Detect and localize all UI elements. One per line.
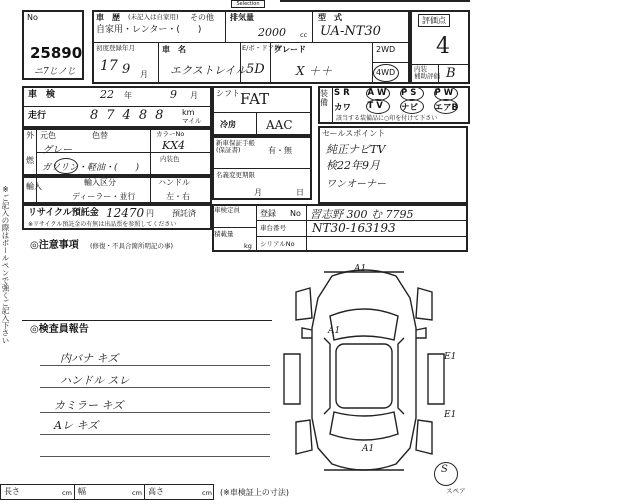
recycle-note: ※リサイクル預託金の有無は出品票を参照してください (28, 221, 177, 228)
equip-pw: P W (434, 88, 454, 98)
interior-label: 内装 補助評価 (414, 65, 440, 80)
equip-tv: T V (367, 101, 383, 111)
equipment-note: 該当する装備品に○印を付けて下さい (336, 115, 438, 122)
vehicle-type-other: その他 (190, 13, 214, 22)
mileage-label: 走行 (28, 111, 47, 121)
frame-label: 車台番号 (260, 224, 286, 232)
first-reg-month-unit: 月 (140, 70, 148, 79)
vehicle-type-label: 車 歴 (96, 13, 120, 22)
equip-ps: P S (401, 88, 417, 98)
grade-score-label: 評価点 (418, 14, 450, 27)
inspector-title: ◎検査員報告 (30, 324, 89, 335)
sales-line-1: 純正ナビTV (326, 143, 386, 156)
drive-2wd: 2WD (376, 45, 396, 54)
first-reg-year: 17 (100, 58, 118, 74)
footer-length: 長さ (4, 487, 20, 496)
grade-value: X ＋＋ (296, 64, 333, 78)
interior-value: B (446, 66, 456, 81)
notes-title: ◎注意事項 (30, 240, 79, 251)
footer-length-unit: cm (62, 489, 72, 497)
recycle-value: 12470 (106, 206, 145, 220)
footer-bar (0, 484, 214, 500)
equip-airbag-circle (434, 99, 458, 114)
recycle-unit: 円 (146, 209, 154, 218)
weight-unit: kg (244, 242, 252, 250)
mark-top: A1 (354, 264, 367, 274)
handle-label: ハンドル (158, 178, 190, 187)
equip-airbag: エアB (434, 103, 458, 113)
mileage-unit: km (182, 108, 195, 117)
displacement-value: 2000 (258, 26, 286, 39)
color-label: 元色 (40, 131, 56, 140)
name-change-month: 月 (254, 188, 262, 197)
equip-leather: カワ (334, 103, 352, 113)
model-label: 型 式 (318, 13, 342, 22)
footer-note: (※車検証上の寸法) (220, 488, 289, 497)
recycle-status: 預託済 (172, 209, 196, 218)
equip-sr: S R (334, 88, 350, 98)
inspection-month-unit: 月 (190, 91, 198, 100)
registration-plate: 習志野 300 む 7795 (310, 208, 414, 221)
import-type-label: 輸入区分 (84, 178, 116, 187)
mark-side-2: E1 (444, 410, 457, 420)
registration-no-label: No (290, 209, 301, 218)
equipment-label: 装備 (320, 89, 328, 107)
lot-box (22, 10, 84, 80)
car-name-value: エクストレイル (170, 64, 247, 77)
color-num: KX4 (162, 139, 186, 152)
header-logo: Selection (231, 0, 265, 8)
inspection-year-unit: 年 (124, 91, 132, 100)
fuel-circle (54, 158, 78, 174)
first-reg-month: 9 (122, 62, 131, 77)
grade-label: グレード (274, 45, 306, 54)
ac-value: AAC (266, 118, 293, 132)
sales-point-label: セールスポイント (322, 129, 386, 138)
mark-left: A1 (328, 326, 341, 336)
guarantee-value: 有・無 (268, 146, 292, 155)
mileage-alt-unit: マイル (182, 117, 202, 125)
shift-value: FAT (240, 90, 270, 108)
lot-under: ニ7じノじ (34, 67, 76, 77)
inspector-line-4: Aレ キズ (54, 419, 99, 432)
inspection-month: 9 (170, 88, 177, 101)
mark-side-1: E1 (444, 352, 457, 362)
lot-number: 25890 (30, 44, 83, 62)
spare-label: スペア (446, 487, 466, 495)
handle-value: 左・右 (166, 192, 190, 201)
mileage-value: 87488 (90, 108, 172, 123)
displacement-label: 排気量 (230, 13, 254, 22)
side-note: ※ご記入の際はボールペンで強くご記入下さい (1, 185, 10, 344)
inspection-label: 車 検 (28, 90, 56, 100)
doors-value: 5D (246, 62, 265, 77)
lot-no-label: No (27, 13, 38, 22)
color-code-label: 色替 (92, 131, 108, 140)
drive-4wd-circle (373, 64, 399, 82)
notes-sub: (修復・不具合箇所明記の事) (90, 242, 174, 250)
equip-navi-circle (400, 99, 424, 114)
sales-line-2: 検22年9月 (326, 159, 380, 172)
ac-label: 冷房 (220, 120, 236, 129)
frame-value: NT30-163193 (312, 221, 396, 235)
footer-height-unit: cm (202, 489, 212, 497)
registration-label: 登録 (260, 209, 276, 218)
footer-width-unit: cm (132, 489, 142, 497)
fuel-value: ガソリン・軽油・( ) (42, 163, 140, 173)
drive-4wd: 4WD (376, 68, 396, 77)
model-year-label: 車検定員 (214, 206, 240, 214)
vehicle-type-value: 自家用・レンター・( ) (96, 25, 202, 35)
fuel-label: 燃 (26, 156, 34, 165)
color-num-label: カラーNo (156, 130, 185, 138)
footer-height: 高さ (148, 487, 164, 496)
inspection-year: 22 (100, 88, 114, 101)
serial-label: シリアルNo (260, 240, 295, 248)
import-label: 輸入 (26, 182, 42, 191)
grade-score-box (410, 10, 470, 84)
recycle-label: リサイクル預託金 (28, 208, 99, 218)
mark-bottom: A1 (362, 444, 375, 454)
inspector-line-1: 内バナ キズ (60, 352, 119, 365)
equip-tv-circle (366, 99, 390, 114)
exterior-label: 外 (26, 131, 34, 140)
vehicle-type-sub: (未記入は自家用) (128, 13, 179, 21)
footer-width: 幅 (78, 487, 86, 496)
inspector-line-3: カミラー キズ (54, 399, 124, 412)
model-value: UA-NT30 (320, 24, 381, 39)
import-value: ディーラー・並行 (72, 192, 136, 201)
equip-aw: A W (367, 88, 387, 98)
first-reg-label: 初度登録年月 (96, 44, 135, 52)
doors-label: E/ボ・ドア数 (242, 44, 281, 52)
displacement-unit: cc (300, 31, 308, 39)
weight-label: 積載量 (214, 230, 234, 238)
sales-line-3: ワンオーナー (326, 179, 386, 190)
spare-mark: S (441, 464, 448, 475)
inspector-line-2: ハンドル スレ (60, 374, 130, 387)
equip-navi: ナビ (401, 103, 419, 113)
grade-score-value: 4 (436, 34, 450, 59)
name-change-day: 日 (296, 188, 304, 197)
name-change-label: 名義変更期限 (216, 171, 255, 179)
car-name-label: 車 名 (162, 45, 186, 54)
interior-color-label: 内装色 (160, 155, 180, 163)
color-value: グレー (42, 145, 72, 156)
shift-label: シフト (216, 89, 240, 98)
guarantee-label: 新車保証手帳 (保証書) (216, 139, 255, 154)
